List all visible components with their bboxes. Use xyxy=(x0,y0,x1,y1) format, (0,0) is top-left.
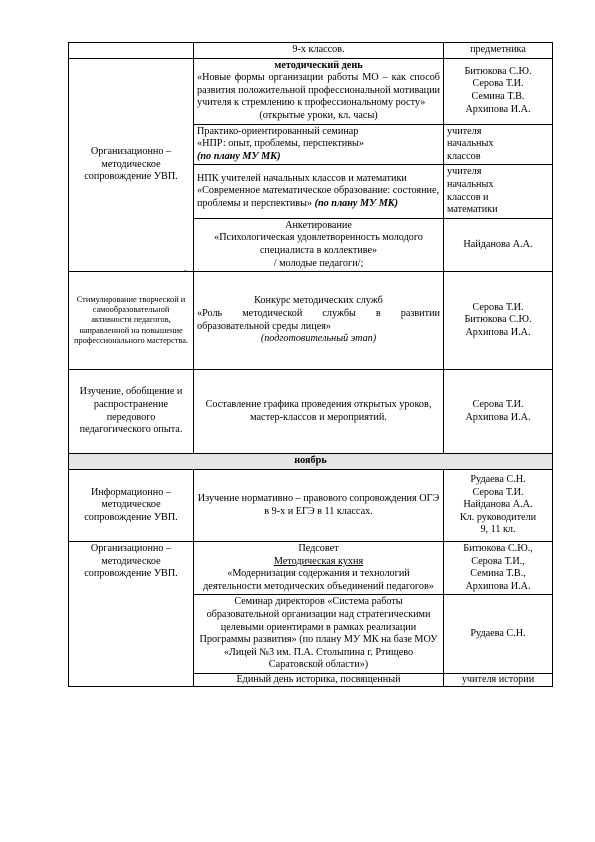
event-cell xyxy=(194,124,444,165)
event-cell xyxy=(194,165,444,218)
table-row xyxy=(69,272,553,370)
responsible-name: Кл. руководители xyxy=(459,511,537,523)
responsible-name: 9, 11 кл. xyxy=(480,524,516,536)
responsible-cell xyxy=(444,165,553,218)
direction-cell: Изучение, обобщение и распространение передового педагогического опыта. xyxy=(69,370,194,454)
event-note: (открытые уроки, кл. часы) xyxy=(259,109,378,121)
responsible-name: Битюкова С.Ю. xyxy=(464,65,532,77)
responsible-name: классов xyxy=(447,150,481,162)
responsible-name: Найданова А.А. xyxy=(463,499,533,511)
event-cell: Семинар директоров «Система работы образовательной организации над стратегическими целевыми ориентирами в рамках реализации Программы развития» (по плану МУ МК на базе МОУ «Лицей №3 им. П.А. Столыпина г. Ртищево Саратовской области») xyxy=(194,595,444,674)
table-row xyxy=(69,542,553,595)
responsible-name: Серова Т.И. xyxy=(472,399,524,410)
direction-cell: Стимулирование творческой и самообразовательной активности педагогов, направленной на повышение профессионального мастерства. xyxy=(69,272,194,370)
event-title: Практико-ориентированный семинар xyxy=(197,125,359,137)
responsible-cell xyxy=(444,542,553,595)
responsible-name: Серова Т.И. xyxy=(472,486,524,498)
event-title: Конкурс методических служб xyxy=(254,295,383,307)
responsible-name: учителя xyxy=(447,125,482,137)
responsible-cell: предметника xyxy=(444,43,553,59)
table-row xyxy=(69,58,553,124)
event-text: «Модернизация содержания и технологий деятельности методических объединений педагогов» xyxy=(203,568,434,592)
event-title: Педсовет xyxy=(298,543,339,555)
event-cell xyxy=(194,272,444,370)
responsible-name: математики xyxy=(447,204,498,216)
responsible-name: Архипова И.А. xyxy=(465,580,531,592)
responsible-name: Архипова И.А. xyxy=(465,103,531,115)
responsible-cell xyxy=(444,370,553,454)
event-title: методический день xyxy=(274,59,363,71)
event-text: «НПР: опыт, проблемы, перспективы» xyxy=(197,138,364,150)
event-cell: Изучение нормативно – правового сопровождения ОГЭ в 9-х и ЕГЭ в 11 классах. xyxy=(194,470,444,542)
responsible-cell xyxy=(444,272,553,370)
responsible-name: Серова Т.И. xyxy=(472,78,524,90)
stray-dash: - xyxy=(184,266,187,275)
responsible-name: Рудаева С.Н. xyxy=(470,474,526,486)
event-text: «Новые формы организации работы МО – как способ развития положительной профессиональной мотивации учителя к стремлению к профессиональному росту» xyxy=(197,72,440,109)
responsible-name: учителя xyxy=(447,166,482,178)
responsible-cell xyxy=(444,124,553,165)
direction-cell: Организационно – методическое сопровождение УВП. xyxy=(69,58,194,272)
event-text: «Роль методической службы в развитии образовательной среды лицея» xyxy=(197,308,440,332)
event-cell: 9-х классов. xyxy=(194,43,444,59)
event-note: (подготовительный этап) xyxy=(260,333,377,345)
responsible-name: начальных xyxy=(447,138,494,150)
event-cell: Составление графика проведения открытых уроков, мастер-классов и мероприятий. xyxy=(194,370,444,454)
table-row xyxy=(69,370,553,454)
direction-cell xyxy=(69,43,194,59)
event-cell xyxy=(194,58,444,124)
responsible-cell xyxy=(444,58,553,124)
event-cell xyxy=(194,218,444,271)
responsible-name: Битюкова С.Ю., xyxy=(463,543,533,555)
event-text: НПК учителей начальных классов и математики «Современное математическое образование: состояние, проблемы и перспективы» xyxy=(197,172,440,209)
event-note: (по плану МУ МК) xyxy=(197,150,281,162)
plan-table xyxy=(68,42,553,687)
responsible-cell: Рудаева С.Н. xyxy=(444,595,553,674)
responsible-name: Архипова И.А. xyxy=(465,326,531,338)
direction-cell: Организационно – методическое сопровождение УВП. xyxy=(69,542,194,687)
event-cell: Единый день историка, посвященный xyxy=(194,674,444,687)
responsible-name: начальных xyxy=(447,178,494,190)
responsible-name: Серова Т.И. xyxy=(472,301,524,313)
responsible-name: Битюкова С.Ю. xyxy=(464,314,532,326)
event-note: (по плану МУ МК) xyxy=(314,197,399,209)
event-text: «Психологическая удовлетворенность молодого специалиста в коллективе» xyxy=(214,232,423,256)
event-subtitle: Методическая кухня xyxy=(273,555,364,567)
responsible-cell: учителя истории xyxy=(444,674,553,687)
responsible-name: Серова Т.И., xyxy=(471,555,525,567)
event-cell xyxy=(194,542,444,595)
event-title: Анкетирование xyxy=(285,219,352,231)
responsible-name: Архипова И.А. xyxy=(465,411,531,423)
responsible-name: Семина Т.В. xyxy=(471,91,525,103)
table-row xyxy=(69,43,553,59)
responsible-name: Семина Т.В., xyxy=(470,568,526,580)
month-label: ноябрь xyxy=(69,454,553,470)
event-note: / молодые педагоги/; xyxy=(273,257,364,269)
responsible-cell xyxy=(444,470,553,542)
responsible-name: классов и xyxy=(447,191,489,203)
month-row xyxy=(69,454,553,470)
direction-cell: Информационно – методическое сопровождение УВП. xyxy=(69,470,194,542)
table-row xyxy=(69,470,553,542)
responsible-cell: Найданова А.А. xyxy=(444,218,553,271)
